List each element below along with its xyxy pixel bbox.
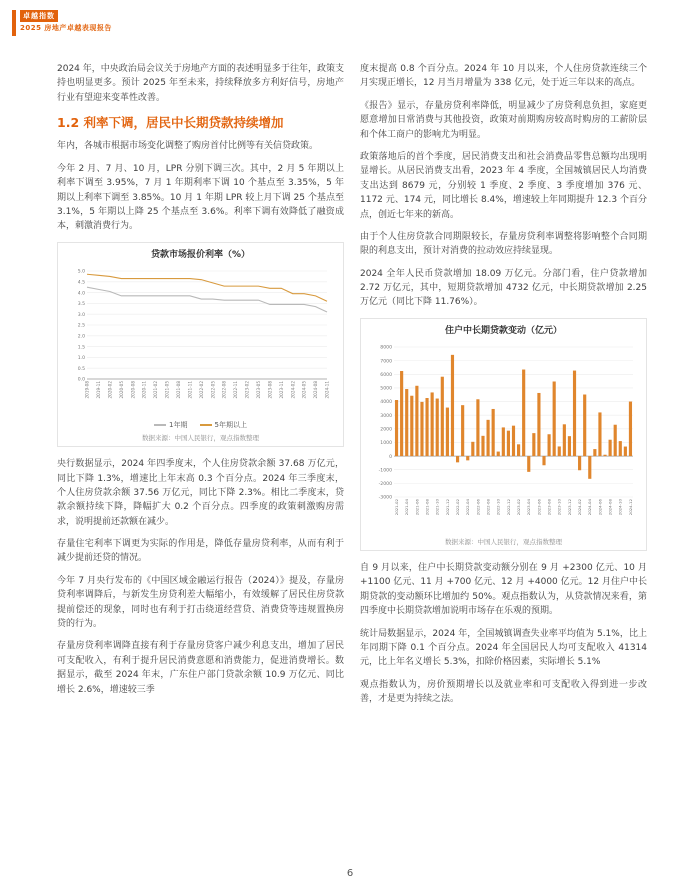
legend-item: 1年期 (154, 420, 187, 431)
chart-title: 贷款市场报价利率（%） (150, 249, 251, 260)
svg-text:2021-10: 2021-10 (434, 499, 440, 516)
svg-text:6000: 6000 (380, 373, 392, 379)
chart-title: 住户中长期贷款变动（亿元） (444, 325, 562, 336)
svg-text:2024-08: 2024-08 (607, 499, 613, 516)
svg-text:2021-02: 2021-02 (393, 499, 399, 516)
svg-text:2022-08: 2022-08 (221, 381, 227, 399)
svg-text:-1000: -1000 (378, 468, 392, 474)
svg-text:2023-04: 2023-04 (526, 499, 532, 516)
household-loan-bar-chart (360, 318, 647, 551)
paragraph: 《报告》显示，存量房贷利率降低，明显减少了房贷利息负担，家庭更愿意增加日常消费与其他投资，政策对前期购房较高时购房的工薪阶层和个体工商户的影响尤为明显。 (360, 100, 647, 140)
svg-text:5.0: 5.0 (77, 269, 85, 275)
svg-text:0.5: 0.5 (77, 367, 85, 373)
svg-text:2023-02: 2023-02 (244, 381, 250, 399)
svg-text:7000: 7000 (380, 359, 392, 365)
svg-text:2022-02: 2022-02 (198, 381, 204, 399)
svg-text:2022-05: 2022-05 (210, 381, 216, 399)
svg-text:2023-08: 2023-08 (546, 499, 552, 516)
paragraph: 度末提高 0.8 个百分点。2024 年 10 月以来，个人住房贷款连续三个月实现正增长，12 月当月增量为 338 亿元，处于近三年以来的高点。 (360, 64, 647, 89)
page-number: 6 (346, 868, 354, 879)
svg-text:8000: 8000 (380, 345, 392, 351)
svg-text:2021-04: 2021-04 (404, 499, 410, 516)
paragraph: 存量房贷利率调降直接有利于存量房贷客户减少利息支出，增加了居民可支配收入，有利于提升居民消费意愿和消费能力，促进消费增长。数据显示，截至 2024 年末，广东住户部门贷款余额 10.9 万亿元、同比增长 2.6%，增速较三季 (57, 641, 344, 695)
svg-text:2024-02: 2024-02 (577, 499, 583, 516)
svg-text:2023-05: 2023-05 (256, 381, 262, 399)
svg-text:2021-08: 2021-08 (424, 499, 430, 516)
lpr-line-chart (57, 242, 344, 447)
svg-text:2023-10: 2023-10 (556, 499, 562, 516)
svg-text:2024-05: 2024-05 (301, 381, 307, 399)
two-column-layout (57, 62, 648, 715)
report-title: 2025 房地产卓越表现报告 (20, 24, 112, 32)
svg-text:2023-12: 2023-12 (566, 499, 572, 516)
svg-text:2024-08: 2024-08 (313, 381, 319, 399)
svg-text:2020-08: 2020-08 (130, 381, 136, 399)
chart-source: 数据来源：中国人民银行，观点指数整理 (445, 537, 562, 546)
svg-text:2022-12: 2022-12 (505, 499, 511, 516)
svg-text:2021-06: 2021-06 (414, 499, 420, 516)
svg-text:5000: 5000 (380, 386, 392, 392)
paragraph: 自 9 月以来，住户中长期贷款变动额分别在 9 月 +2300 亿元、10 月 +1100 亿元、11 月 +700 亿元、12 月 +4000 亿元。12 月住户中长期贷款的变动额环比增加约 50%。观点指数认为，从贷款情况来看，第四季度中长期贷款增加说明市场存在乐观的预期。 (360, 563, 647, 617)
svg-text:2021-12: 2021-12 (444, 499, 450, 516)
paragraph: 观点指数认为，房价预期增长以及就业率和可支配收入得到进一步改善，才是更为持续之法。 (360, 679, 647, 705)
section-heading: 1.2 利率下调，居民中长期贷款持续增加 (57, 115, 284, 131)
svg-text:2024-10: 2024-10 (617, 499, 623, 516)
svg-text:2024-02: 2024-02 (290, 381, 296, 399)
paragraph: 由于个人住房贷款合同期限较长，存量房贷利率调整将影响整个合同期限的利息支出，预计对消费的拉动效应持续显现。 (360, 231, 647, 257)
svg-text:2023-08: 2023-08 (267, 381, 273, 399)
svg-text:2022-06: 2022-06 (475, 499, 481, 516)
brand-logo: 卓越指数 (20, 10, 58, 22)
svg-text:-3000: -3000 (378, 495, 392, 501)
svg-text:2022-04: 2022-04 (465, 499, 471, 516)
svg-text:2021-08: 2021-08 (176, 381, 182, 399)
svg-text:-2000: -2000 (378, 482, 392, 488)
svg-text:2021-11: 2021-11 (187, 381, 193, 399)
svg-text:2023-11: 2023-11 (278, 381, 284, 399)
paragraph: 存量住宅利率下调更为实际的作用是，降低存量房贷利率，从而有利于减少提前还贷的情况。 (57, 539, 344, 564)
svg-text:4000: 4000 (380, 400, 392, 406)
svg-text:2020-05: 2020-05 (118, 381, 124, 399)
svg-text:3.5: 3.5 (77, 302, 85, 308)
chart-legend (65, 420, 336, 431)
bar-chart-canvas (368, 341, 636, 529)
svg-text:2022-08: 2022-08 (485, 499, 491, 516)
svg-text:2020-11: 2020-11 (141, 381, 147, 399)
line-chart-canvas (65, 265, 333, 413)
svg-text:2.5: 2.5 (77, 323, 85, 329)
svg-text:2023-06: 2023-06 (536, 499, 542, 516)
svg-text:1000: 1000 (380, 441, 392, 447)
left-column (57, 62, 344, 715)
svg-text:2024-04: 2024-04 (587, 499, 593, 516)
svg-text:1.0: 1.0 (77, 356, 85, 362)
paragraph: 2024 全年人民币贷款增加 18.09 万亿元。分部门看，住户贷款增加 2.72 万亿元，其中，短期贷款增加 4732 亿元，中长期贷款增加 2.25 万亿元（同比下降 11.76%）。 (360, 268, 647, 308)
right-column (360, 62, 647, 715)
svg-text:2024-12: 2024-12 (627, 499, 633, 516)
paragraph: 年内，各城市根据市场变化调整了购房首付比例等有关信贷政策。 (57, 141, 319, 152)
svg-text:3.0: 3.0 (77, 313, 85, 319)
svg-text:2024-11: 2024-11 (324, 381, 330, 399)
brand-mark (12, 10, 112, 36)
svg-text:4.5: 4.5 (77, 280, 85, 286)
svg-text:4.0: 4.0 (77, 291, 85, 297)
svg-text:2021-02: 2021-02 (153, 381, 159, 399)
svg-text:2000: 2000 (380, 427, 392, 433)
svg-text:2019-11: 2019-11 (96, 381, 102, 399)
svg-text:2020-02: 2020-02 (107, 381, 113, 399)
svg-text:2.0: 2.0 (77, 334, 85, 340)
svg-text:2024-06: 2024-06 (597, 499, 603, 516)
svg-text:2019-08: 2019-08 (84, 381, 90, 399)
paragraph: 央行数据显示，2024 年四季度末，个人住房贷款余额 37.68 万亿元，同比下降 1.3%，增速比上年末高 0.3 个百分点。2024 年三季度末，个人住房贷款余额 37.56 万亿元，同比下降 2.3%。相比二季度末，贷款余额持续下降，降幅扩大 0.2 个百分点。四季度的政策刺激购房需求，说明提前还款额在减少。 (57, 459, 344, 527)
svg-text:1.5: 1.5 (77, 345, 85, 351)
svg-text:0.0: 0.0 (77, 377, 85, 383)
svg-text:0: 0 (389, 455, 392, 461)
legend-item: 5年期以上 (200, 420, 247, 431)
paragraph: 统计局数据显示，2024 年，全国城镇调查失业率平均值为 5.1%，比上年同期下降 0.1 个百分点。2024 年全国居民人均可支配收入 41314 元，比上年名义增长 5.3%，扣除价格因素，实际增长 5.1% (360, 628, 647, 668)
svg-text:2022-10: 2022-10 (495, 499, 501, 516)
paragraph: 今年 2 月、7 月、10 月，LPR 分别下调三次。其中，2 月 5 年期以上利率下调至 3.95%，7 月 1 年期利率下调 10 个基点至 3.35%，5 年期以上利率下调至 3.85%。10 月 1 年期 LPR 较上月下调 25 个基点至 3.1%，5 年期以上降 25 个基点至 3.6%。利率下调有效降低了融资成本，刺激消费行为。 (57, 163, 344, 232)
svg-text:3000: 3000 (380, 414, 392, 420)
chart-source: 数据来源：中国人民银行，观点指数整理 (142, 433, 259, 442)
svg-text:2023-02: 2023-02 (515, 499, 521, 516)
svg-text:2022-02: 2022-02 (454, 499, 460, 516)
svg-text:2021-05: 2021-05 (164, 381, 170, 399)
paragraph: 政策落地后的首个季度，居民消费支出和社会消费品零售总额均出现明显增长。从居民消费支出看，2023 年 4 季度，全国城镇居民人均消费支出达到 8679 元，分别较 1 季度、2 季度、3 季度增加 376 元、1172 元、174 元，同比增长 8.4%，增速较上年同期提升 12.3 个百分点，创近七年来的新高。 (360, 151, 647, 220)
paragraph: 今年 7 月央行发布的《中国区域金融运行报告（2024）》提及，存量房贷利率调降后，与新发生房贷利差大幅缩小，有效缓解了居民住房贷款提前偿还的现象，同时也有利于打击绕道经营贷、消费贷等违规置换房贷的行为。 (57, 575, 344, 630)
paragraph: 2024 年，中央政治局会议关于房地产方面的表述明显多于往年，政策支持也明显更多。预计 2025 年至未来，持续释放多方利好信号，房地产行业有望迎来变革性改善。 (57, 64, 344, 103)
brand-bar (12, 10, 16, 36)
svg-text:2022-11: 2022-11 (233, 381, 239, 399)
